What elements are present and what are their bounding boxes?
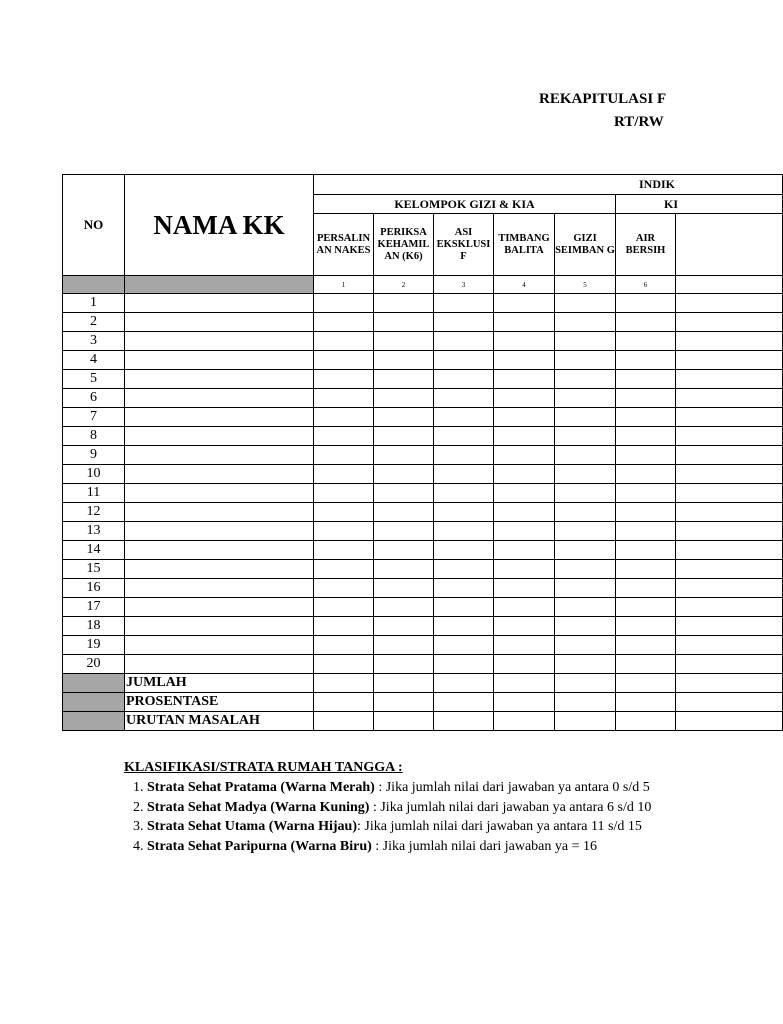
data-cell[interactable]: [314, 560, 374, 579]
nama-kk-cell[interactable]: [125, 313, 314, 332]
data-cell[interactable]: [555, 427, 616, 446]
data-cell[interactable]: [676, 617, 783, 636]
data-cell[interactable]: [494, 465, 555, 484]
data-cell[interactable]: [676, 408, 783, 427]
data-cell[interactable]: [555, 389, 616, 408]
data-cell[interactable]: [374, 674, 434, 693]
summary-row: [63, 712, 783, 731]
header-group-gizi-kia: KELOMPOK GIZI & KIA: [314, 195, 616, 214]
nama-kk-cell[interactable]: [125, 522, 314, 541]
classification-term: Strata Sehat Pratama (Warna Merah): [147, 780, 375, 795]
nama-kk-cell[interactable]: [125, 636, 314, 655]
data-cell[interactable]: [434, 579, 494, 598]
data-cell[interactable]: [676, 446, 783, 465]
data-cell[interactable]: [616, 522, 676, 541]
data-cell[interactable]: [374, 408, 434, 427]
data-cell[interactable]: [494, 408, 555, 427]
data-cell[interactable]: [374, 313, 434, 332]
data-cell[interactable]: [374, 598, 434, 617]
data-cell[interactable]: [676, 465, 783, 484]
data-cell[interactable]: [616, 693, 676, 712]
data-cell[interactable]: [555, 674, 616, 693]
data-cell[interactable]: [555, 617, 616, 636]
data-cell[interactable]: [676, 522, 783, 541]
data-cell[interactable]: [616, 313, 676, 332]
data-cell[interactable]: [314, 674, 374, 693]
data-cell[interactable]: [374, 332, 434, 351]
data-cell[interactable]: [434, 560, 494, 579]
data-cell[interactable]: [374, 655, 434, 674]
classification-desc: : Jika jumlah nilai dari jawaban ya antara 0 s/d 5: [374, 780, 650, 795]
data-cell[interactable]: [374, 389, 434, 408]
row-number: 14: [63, 541, 125, 560]
recap-table: [62, 174, 783, 731]
data-cell[interactable]: [616, 389, 676, 408]
data-cell[interactable]: [494, 560, 555, 579]
nama-kk-cell[interactable]: [125, 294, 314, 313]
data-cell[interactable]: [314, 389, 374, 408]
nama-kk-cell[interactable]: [125, 370, 314, 389]
data-cell[interactable]: [374, 522, 434, 541]
data-cell[interactable]: [434, 370, 494, 389]
nama-kk-cell[interactable]: [125, 655, 314, 674]
table-row: [63, 294, 783, 313]
col-index-5: 5: [555, 276, 616, 294]
data-cell[interactable]: [616, 484, 676, 503]
classification-list: [124, 778, 651, 856]
classification-term: Strata Sehat Madya (Warna Kuning): [147, 799, 370, 815]
row-number: 19: [63, 636, 125, 655]
row-number: 10: [63, 465, 125, 484]
data-cell[interactable]: [374, 294, 434, 313]
data-cell[interactable]: [494, 598, 555, 617]
table-row: [63, 389, 783, 408]
data-cell[interactable]: [314, 332, 374, 351]
data-cell[interactable]: [434, 351, 494, 370]
nama-kk-cell[interactable]: [125, 351, 314, 370]
data-cell[interactable]: [676, 313, 783, 332]
data-cell[interactable]: [555, 541, 616, 560]
data-cell[interactable]: [555, 446, 616, 465]
data-cell[interactable]: [555, 370, 616, 389]
data-cell[interactable]: [676, 636, 783, 655]
data-cell[interactable]: [374, 579, 434, 598]
table-row: [63, 636, 783, 655]
recap-table-viewport: [62, 174, 679, 742]
data-cell[interactable]: [374, 541, 434, 560]
table-row: [63, 427, 783, 446]
data-cell[interactable]: [616, 541, 676, 560]
data-cell[interactable]: [616, 332, 676, 351]
data-cell[interactable]: [314, 446, 374, 465]
data-cell[interactable]: [314, 617, 374, 636]
row-number: 16: [63, 579, 125, 598]
classification-term: Strata Sehat Utama (Warna Hijau): [147, 819, 357, 834]
col-index-3: 3: [434, 276, 494, 294]
data-cell[interactable]: [374, 484, 434, 503]
data-cell[interactable]: [676, 351, 783, 370]
data-cell[interactable]: [314, 408, 374, 427]
data-cell[interactable]: [434, 408, 494, 427]
data-cell[interactable]: [494, 389, 555, 408]
data-cell[interactable]: [434, 465, 494, 484]
nama-kk-cell[interactable]: [125, 484, 314, 503]
data-cell[interactable]: [374, 465, 434, 484]
row-number: 1: [63, 294, 125, 313]
data-cell[interactable]: [434, 712, 494, 731]
data-cell[interactable]: [555, 351, 616, 370]
report-subtitle-rt-rw: RT/RW: [614, 114, 664, 130]
data-cell[interactable]: [314, 598, 374, 617]
header-nama-kk: NAMA KK: [125, 175, 314, 276]
row-number: 7: [63, 408, 125, 427]
row-number: 20: [63, 655, 125, 674]
data-cell[interactable]: [374, 427, 434, 446]
header-no: NO: [63, 175, 125, 276]
data-cell[interactable]: [434, 446, 494, 465]
data-cell[interactable]: [555, 294, 616, 313]
col-index-7: [676, 276, 783, 294]
data-cell[interactable]: [676, 294, 783, 313]
header-group-k: KI: [616, 195, 783, 214]
data-cell[interactable]: [676, 579, 783, 598]
nama-kk-cell[interactable]: [125, 579, 314, 598]
row-number: 17: [63, 598, 125, 617]
data-cell[interactable]: [314, 522, 374, 541]
data-cell[interactable]: [555, 693, 616, 712]
row-number: 9: [63, 446, 125, 465]
table-row: [63, 465, 783, 484]
data-cell[interactable]: [676, 598, 783, 617]
table-row: [63, 351, 783, 370]
data-cell[interactable]: [555, 503, 616, 522]
table-row: [63, 332, 783, 351]
data-cell[interactable]: [374, 560, 434, 579]
data-cell[interactable]: [314, 427, 374, 446]
row-number: 15: [63, 560, 125, 579]
row-number: 5: [63, 370, 125, 389]
data-cell[interactable]: [374, 503, 434, 522]
data-cell[interactable]: [616, 617, 676, 636]
data-cell[interactable]: [374, 446, 434, 465]
data-cell[interactable]: [494, 294, 555, 313]
data-cell[interactable]: [616, 560, 676, 579]
table-row: [63, 446, 783, 465]
table-row: [63, 655, 783, 674]
header-col-3: ASI EKSKLUSI F: [434, 214, 494, 276]
data-cell[interactable]: [494, 522, 555, 541]
header-col-6: AIR BERSIH: [616, 214, 676, 276]
index-cell-nama: [125, 276, 314, 294]
data-cell[interactable]: [555, 712, 616, 731]
data-cell[interactable]: [616, 579, 676, 598]
row-number: 4: [63, 351, 125, 370]
data-cell[interactable]: [616, 503, 676, 522]
classification-desc: : Jika jumlah nilai dari jawaban ya antara 11 s/d 15: [357, 819, 642, 834]
table-row: [63, 617, 783, 636]
data-cell[interactable]: [434, 655, 494, 674]
data-cell[interactable]: [314, 351, 374, 370]
data-cell[interactable]: [676, 427, 783, 446]
table-row: [63, 541, 783, 560]
nama-kk-cell[interactable]: [125, 446, 314, 465]
nama-kk-cell[interactable]: [125, 617, 314, 636]
data-cell[interactable]: [676, 332, 783, 351]
classification-desc: : Jika jumlah nilai dari jawaban ya antara 6 s/d 10: [369, 799, 652, 815]
data-cell[interactable]: [555, 636, 616, 655]
data-cell[interactable]: [616, 446, 676, 465]
data-cell[interactable]: [434, 313, 494, 332]
index-cell-no: [63, 276, 125, 294]
classification-heading: KLASIFIKASI/STRATA RUMAH TANGGA :: [124, 760, 403, 775]
summary-row: [63, 693, 783, 712]
data-cell[interactable]: [676, 503, 783, 522]
data-cell[interactable]: [494, 484, 555, 503]
row-number: 18: [63, 617, 125, 636]
data-cell[interactable]: [314, 712, 374, 731]
data-cell[interactable]: [616, 655, 676, 674]
data-cell[interactable]: [555, 484, 616, 503]
nama-kk-cell[interactable]: [125, 541, 314, 560]
col-index-1: 1: [314, 276, 374, 294]
data-cell[interactable]: [314, 465, 374, 484]
data-cell[interactable]: [314, 294, 374, 313]
data-cell[interactable]: [434, 294, 494, 313]
summary-shade-cell: [63, 712, 125, 731]
classification-notes: [124, 760, 651, 856]
data-cell[interactable]: [434, 332, 494, 351]
data-cell[interactable]: [494, 541, 555, 560]
data-cell[interactable]: [314, 484, 374, 503]
summary-shade-cell: [63, 693, 125, 712]
classification-desc: : Jika jumlah nilai dari jawaban ya = 16: [371, 838, 598, 854]
table-row: [63, 370, 783, 389]
data-cell[interactable]: [555, 560, 616, 579]
data-cell[interactable]: [434, 522, 494, 541]
row-number: 3: [63, 332, 125, 351]
data-cell[interactable]: [494, 579, 555, 598]
data-cell[interactable]: [616, 294, 676, 313]
data-cell[interactable]: [494, 655, 555, 674]
data-cell[interactable]: [616, 465, 676, 484]
data-cell[interactable]: [676, 541, 783, 560]
data-cell[interactable]: [555, 313, 616, 332]
data-cell[interactable]: [434, 427, 494, 446]
header-col-5: GIZI SEIMBAN G: [555, 214, 616, 276]
data-cell[interactable]: [616, 712, 676, 731]
data-cell[interactable]: [434, 674, 494, 693]
data-cell[interactable]: [314, 503, 374, 522]
summary-shade-cell: [63, 674, 125, 693]
data-cell[interactable]: [494, 446, 555, 465]
classification-item: [147, 798, 651, 818]
classification-term: Strata Sehat Paripurna (Warna Biru): [147, 838, 372, 854]
col-index-2: 2: [374, 276, 434, 294]
data-cell[interactable]: [314, 313, 374, 332]
data-cell[interactable]: [494, 370, 555, 389]
data-cell[interactable]: [374, 712, 434, 731]
table-row: [63, 598, 783, 617]
nama-kk-cell[interactable]: [125, 598, 314, 617]
col-index-4: 4: [494, 276, 555, 294]
data-cell[interactable]: [555, 579, 616, 598]
data-cell[interactable]: [494, 351, 555, 370]
data-cell[interactable]: [434, 598, 494, 617]
data-cell[interactable]: [494, 693, 555, 712]
data-cell[interactable]: [616, 370, 676, 389]
data-cell[interactable]: [616, 351, 676, 370]
header-col-7: [676, 214, 783, 276]
report-title: REKAPITULASI F: [539, 91, 667, 107]
nama-kk-cell[interactable]: [125, 332, 314, 351]
header-col-4: TIMBANG BALITA: [494, 214, 555, 276]
data-cell[interactable]: [314, 370, 374, 389]
data-cell[interactable]: [676, 674, 783, 693]
data-cell[interactable]: [314, 636, 374, 655]
data-cell[interactable]: [374, 370, 434, 389]
row-number: 2: [63, 313, 125, 332]
data-cell[interactable]: [676, 712, 783, 731]
data-cell[interactable]: [555, 598, 616, 617]
data-cell[interactable]: [494, 503, 555, 522]
summary-label: JUMLAH: [125, 674, 314, 693]
table-row: [63, 408, 783, 427]
data-cell[interactable]: [676, 389, 783, 408]
data-cell[interactable]: [374, 693, 434, 712]
table-row: [63, 503, 783, 522]
data-cell[interactable]: [314, 655, 374, 674]
data-cell[interactable]: [434, 636, 494, 655]
nama-kk-cell[interactable]: [125, 560, 314, 579]
data-cell[interactable]: [314, 541, 374, 560]
summary-label: URUTAN MASALAH: [125, 712, 314, 731]
nama-kk-cell[interactable]: [125, 503, 314, 522]
data-cell[interactable]: [555, 332, 616, 351]
data-cell[interactable]: [676, 655, 783, 674]
data-cell[interactable]: [616, 636, 676, 655]
data-cell[interactable]: [676, 484, 783, 503]
summary-row: [63, 674, 783, 693]
data-cell[interactable]: [314, 693, 374, 712]
summary-label: PROSENTASE: [125, 693, 314, 712]
nama-kk-cell[interactable]: [125, 408, 314, 427]
data-cell[interactable]: [314, 579, 374, 598]
data-cell[interactable]: [555, 408, 616, 427]
data-cell[interactable]: [374, 636, 434, 655]
data-cell[interactable]: [555, 655, 616, 674]
classification-item: [147, 817, 651, 837]
table-row: [63, 579, 783, 598]
table-row: [63, 560, 783, 579]
table-row: [63, 522, 783, 541]
data-cell[interactable]: [374, 351, 434, 370]
table-row: [63, 313, 783, 332]
row-number: 8: [63, 427, 125, 446]
data-cell[interactable]: [676, 370, 783, 389]
row-number: 13: [63, 522, 125, 541]
row-number: 11: [63, 484, 125, 503]
col-index-6: 6: [616, 276, 676, 294]
data-cell[interactable]: [494, 712, 555, 731]
header-col-2: PERIKSA KEHAMIL AN (K6): [374, 214, 434, 276]
table-row: [63, 484, 783, 503]
data-cell[interactable]: [434, 541, 494, 560]
nama-kk-cell[interactable]: [125, 465, 314, 484]
nama-kk-cell[interactable]: [125, 427, 314, 446]
classification-item: [147, 778, 651, 798]
data-cell[interactable]: [494, 332, 555, 351]
nama-kk-cell[interactable]: [125, 389, 314, 408]
data-cell[interactable]: [616, 598, 676, 617]
data-cell[interactable]: [616, 674, 676, 693]
data-cell[interactable]: [676, 560, 783, 579]
data-cell[interactable]: [494, 636, 555, 655]
data-cell[interactable]: [616, 427, 676, 446]
data-cell[interactable]: [434, 389, 494, 408]
data-cell[interactable]: [555, 522, 616, 541]
header-col-1: PERSALIN AN NAKES: [314, 214, 374, 276]
data-cell[interactable]: [555, 465, 616, 484]
data-cell[interactable]: [434, 484, 494, 503]
data-cell[interactable]: [434, 693, 494, 712]
data-cell[interactable]: [374, 617, 434, 636]
data-cell[interactable]: [494, 617, 555, 636]
data-cell[interactable]: [434, 617, 494, 636]
row-number: 12: [63, 503, 125, 522]
classification-item: [147, 837, 651, 857]
data-cell[interactable]: [494, 674, 555, 693]
row-number: 6: [63, 389, 125, 408]
data-cell[interactable]: [494, 427, 555, 446]
data-cell[interactable]: [494, 313, 555, 332]
data-cell[interactable]: [676, 693, 783, 712]
header-indikator: INDIK: [314, 175, 783, 195]
data-cell[interactable]: [616, 408, 676, 427]
data-cell[interactable]: [434, 503, 494, 522]
